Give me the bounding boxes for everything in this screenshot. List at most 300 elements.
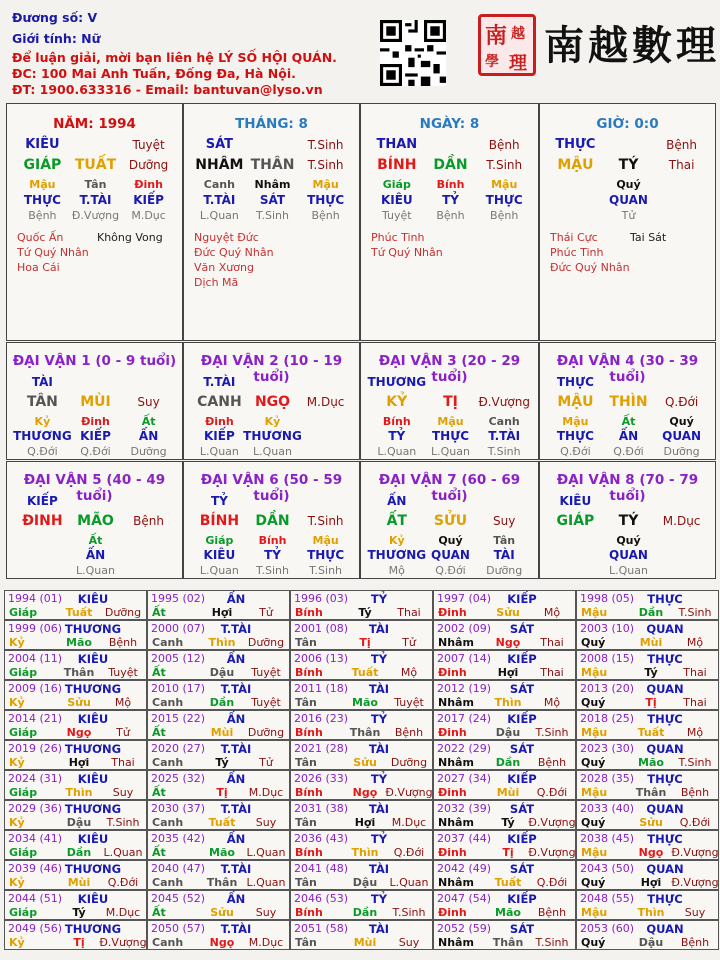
year-star: QUAN <box>646 682 684 696</box>
year-branch: Ngọ <box>209 936 235 949</box>
dai-van-branch: MÙI <box>80 394 111 410</box>
hidden-stage: L.Quan <box>199 564 239 577</box>
year-cell <box>433 590 576 620</box>
hidden-star: THỰC <box>556 429 594 443</box>
hidden-star: QUAN <box>662 429 702 443</box>
dai-van-title: ĐẠI VẬN 3 (20 - 29 tuổi) <box>378 353 521 385</box>
hidden-stage: Bệnh <box>28 209 57 222</box>
year-label: 2007 (14) <box>437 652 492 665</box>
hidden-stem: Ất <box>621 415 636 428</box>
year-branch: Mão <box>66 636 92 649</box>
year-stage: L.Quan <box>246 876 286 889</box>
year-stage: T.Sinh <box>535 726 569 739</box>
shensha-item: Tứ Quý Nhân <box>371 246 443 259</box>
year-star: TỶ <box>370 832 388 846</box>
year-star: THỰC <box>647 832 683 846</box>
year-star: THỰC <box>647 652 683 666</box>
year-star: T.TÀI <box>220 682 252 696</box>
dai-van-stage: T.Sinh <box>307 514 344 528</box>
year-cell <box>4 650 147 680</box>
year-branch: Thân <box>492 936 524 949</box>
year-stage: Đ.Vượng <box>385 786 433 799</box>
hidden-stage: L.Quan <box>199 209 239 222</box>
year-label: 2053 (60) <box>580 922 635 935</box>
year-cell <box>290 740 433 770</box>
year-star: TÀI <box>368 862 390 876</box>
year-star: KIÊU <box>77 832 109 846</box>
year-star: THỰC <box>647 592 683 606</box>
year-cell <box>290 860 433 890</box>
hidden-stage: Q.Đới <box>435 564 466 577</box>
year-cell <box>576 830 719 860</box>
dai-van-title: ĐẠI VẬN 6 (50 - 59 tuổi) <box>200 472 343 504</box>
year-stage: M.Dục <box>248 936 284 949</box>
year-branch: Dần <box>638 606 664 619</box>
hidden-star: THỰC <box>307 548 345 562</box>
year-stage: Tuyệt <box>251 666 281 679</box>
hidden-stem: Mậu <box>491 178 518 191</box>
year-stage: L.Quan <box>246 846 286 859</box>
hidden-stage: Bệnh <box>436 209 465 222</box>
dai-van-star: KIẾP <box>27 494 58 508</box>
year-cell <box>147 590 290 620</box>
year-star: TỶ <box>370 772 388 786</box>
pillar-title: THÁNG: 8 <box>235 116 308 132</box>
year-stage: Bệnh <box>108 636 138 649</box>
year-star: KIẾP <box>507 832 537 846</box>
year-branch: Hợi <box>211 606 233 619</box>
year-stage: Mộ <box>400 666 418 679</box>
year-branch: Mão <box>352 696 378 709</box>
year-stem: Đinh <box>438 786 467 799</box>
year-label: 2052 (59) <box>437 922 492 935</box>
year-stage: Bệnh <box>537 756 567 769</box>
year-label: 2027 (34) <box>437 772 492 785</box>
hidden-star: THỰC <box>431 429 470 443</box>
dai-van-branch: DẦN <box>255 513 290 529</box>
year-cell <box>290 920 433 950</box>
hidden-star: T.TÀI <box>488 429 521 443</box>
year-cell <box>433 770 576 800</box>
year-star: TÀI <box>368 922 390 936</box>
year-branch: Mão <box>638 756 664 769</box>
year-cell <box>4 590 147 620</box>
brand-title: 南越數理 <box>544 22 720 69</box>
hidden-stage: T.Sinh <box>487 445 521 458</box>
year-label: 2013 (20) <box>580 682 635 695</box>
year-star: QUAN <box>646 922 684 936</box>
pillar-stem-star: THỰC <box>555 137 596 152</box>
hidden-star: TỶ <box>442 193 459 207</box>
hidden-stage: T.Sinh <box>256 564 289 577</box>
shensha-item: Không Vong <box>97 231 163 244</box>
year-label: 2011 (18) <box>294 682 349 695</box>
year-cell <box>433 620 576 650</box>
year-label: 2018 (25) <box>580 712 635 725</box>
year-stem: Ất <box>152 786 166 799</box>
year-stem: Quý <box>581 636 606 649</box>
shensha-item: Phúc Tinh <box>371 231 425 244</box>
year-star: ẤN <box>226 652 246 666</box>
pillar-stem: GIÁP <box>23 157 62 173</box>
year-stage: T.Sinh <box>392 906 426 919</box>
year-label: 2045 (52) <box>151 892 206 905</box>
pillar-title: GIỜ: 0:0 <box>596 116 659 132</box>
year-branch: Dậu <box>352 876 378 889</box>
year-star: TỶ <box>370 592 388 606</box>
year-cell <box>433 830 576 860</box>
year-star: QUAN <box>646 802 684 816</box>
shensha-item: Dịch Mã <box>194 276 239 289</box>
year-stem: Tân <box>295 696 317 709</box>
year-cell <box>4 740 147 770</box>
year-star: THƯƠNG <box>64 682 122 696</box>
year-stage: Thai <box>683 696 707 709</box>
year-stage: Mộ <box>543 696 561 709</box>
pillar-branch-stage: T.Sinh <box>307 158 344 172</box>
hidden-stage: Mộ <box>388 564 405 577</box>
year-stage: Tuyệt <box>251 696 281 709</box>
year-stage: Q.Đới <box>536 876 568 889</box>
year-stem: Canh <box>152 636 184 649</box>
year-star: KIÊU <box>77 652 109 666</box>
hidden-star: THƯƠNG <box>13 429 72 443</box>
hidden-stem: Đinh <box>205 415 234 428</box>
year-label: 2047 (54) <box>437 892 492 905</box>
year-stem: Kỷ <box>9 636 25 649</box>
year-stem: Canh <box>152 816 184 829</box>
hidden-star: THỰC <box>23 193 61 207</box>
hidden-stem: Bính <box>436 178 465 191</box>
year-stem: Kỷ <box>9 816 25 829</box>
dai-van-star: THỰC <box>556 375 594 389</box>
year-star: T.TÀI <box>220 922 252 936</box>
year-label: 2024 (31) <box>8 772 63 785</box>
year-stage: Tuyệt <box>108 666 138 679</box>
year-stem: Đinh <box>438 846 467 859</box>
year-branch: Tị <box>216 786 228 799</box>
hidden-star: TỶ <box>388 429 406 443</box>
year-cell <box>4 800 147 830</box>
dai-van-panel <box>360 342 539 460</box>
year-star: KIÊU <box>77 712 109 726</box>
year-star: KIÊU <box>77 892 109 906</box>
year-stem: Giáp <box>9 906 38 919</box>
dai-van-title: ĐẠI VẬN 8 (70 - 79 tuổi) <box>556 472 699 504</box>
dai-van-stem: ĐINH <box>22 513 63 529</box>
pillar-branch: TUẤT <box>74 157 117 173</box>
year-stage: Thai <box>111 756 135 769</box>
hidden-star: KIÊU <box>203 548 236 562</box>
hidden-stage: L.Quan <box>253 445 292 458</box>
year-label: 2037 (44) <box>437 832 492 845</box>
hidden-star: T.TÀI <box>79 193 112 207</box>
dai-van-star: KIÊU <box>559 494 592 508</box>
year-star: ẤN <box>226 832 246 846</box>
dai-van-stage: Suy <box>493 514 516 528</box>
year-cell <box>4 770 147 800</box>
year-stem: Canh <box>152 756 184 769</box>
pillar-branch-stage: Thai <box>668 158 695 172</box>
year-star: T.TÀI <box>220 862 252 876</box>
year-stem: Mậu <box>581 906 608 919</box>
year-stem: Tân <box>295 876 317 889</box>
dai-van-panel <box>6 342 183 460</box>
year-stage: Thai <box>540 666 564 679</box>
year-label: 2029 (36) <box>8 802 63 815</box>
year-stage: Suy <box>255 816 277 829</box>
dai-van-stage: M.Dục <box>662 514 701 528</box>
hidden-star: KIẾP <box>204 429 235 443</box>
year-cell <box>290 650 433 680</box>
hidden-stem: Mậu <box>312 534 339 547</box>
year-cell <box>576 740 719 770</box>
year-stem: Ất <box>152 726 166 739</box>
year-label: 2000 (07) <box>151 622 206 635</box>
year-cell <box>4 920 147 950</box>
hidden-stage: Bệnh <box>311 209 340 222</box>
dai-van-star: T.TÀI <box>203 375 236 389</box>
year-label: 2015 (22) <box>151 712 206 725</box>
hidden-stage: T.Sinh <box>309 564 343 577</box>
hidden-stage: Q.Đới <box>27 445 58 458</box>
pillar-branch-stage: Dưỡng <box>128 158 169 172</box>
year-label: 1998 (05) <box>580 592 635 605</box>
year-cell <box>147 620 290 650</box>
year-branch: Dần <box>495 756 521 769</box>
year-label: 2020 (27) <box>151 742 206 755</box>
hidden-star: SÁT <box>259 193 286 207</box>
year-stage: T.Sinh <box>678 606 712 619</box>
shensha-item: Phúc Tinh <box>550 246 604 259</box>
hidden-stage: Đ.Vượng <box>71 209 120 222</box>
year-cell <box>290 770 433 800</box>
hidden-star: THỰC <box>485 193 523 207</box>
year-stem: Giáp <box>9 786 38 799</box>
year-stage: Mộ <box>686 726 704 739</box>
dai-van-star: ẤN <box>387 494 407 508</box>
hidden-stage: Tuyệt <box>381 209 412 222</box>
year-stage: Đ.Vượng <box>671 846 719 859</box>
year-label: 2002 (09) <box>437 622 492 635</box>
pillar-stem-star: SÁT <box>205 137 234 152</box>
year-stem: Nhâm <box>438 696 474 709</box>
year-label: 2032 (39) <box>437 802 492 815</box>
hidden-star: THƯƠNG <box>367 548 427 562</box>
subject-gender: Giới tính: Nữ <box>12 31 101 46</box>
year-label: 1995 (02) <box>151 592 206 605</box>
year-stem: Bính <box>295 606 323 619</box>
year-cell <box>4 710 147 740</box>
shensha-item: Hoa Cái <box>17 261 60 274</box>
year-stem: Giáp <box>9 846 38 859</box>
year-branch: Mão <box>209 846 235 859</box>
hidden-stem: Đinh <box>134 178 163 191</box>
year-cell <box>433 860 576 890</box>
hidden-star: QUAN <box>431 548 470 562</box>
pillar-stage: Bệnh <box>488 138 520 152</box>
hidden-stem: Bính <box>382 415 411 428</box>
year-stage: Dưỡng <box>104 606 142 619</box>
year-branch: Tuất <box>351 666 379 679</box>
year-label: 2008 (15) <box>580 652 635 665</box>
year-cell <box>433 710 576 740</box>
hidden-star: ẤN <box>85 548 106 562</box>
year-cell <box>576 590 719 620</box>
year-label: 2034 (41) <box>8 832 63 845</box>
year-branch: Tuất <box>637 726 665 739</box>
year-stem: Kỷ <box>9 756 25 769</box>
year-branch: Sửu <box>496 606 520 619</box>
year-cell <box>290 800 433 830</box>
year-stem: Ất <box>152 846 166 859</box>
year-cell <box>4 620 147 650</box>
year-stage: Thai <box>397 606 421 619</box>
year-label: 2004 (11) <box>8 652 63 665</box>
dai-van-stage: Suy <box>137 395 160 409</box>
dai-van-title: ĐẠI VẬN 7 (60 - 69 tuổi) <box>378 472 521 504</box>
dai-van-branch: TỊ <box>443 394 458 410</box>
shensha-item: Nguyệt Đức <box>194 231 259 244</box>
pillar-title: NĂM: 1994 <box>53 116 136 132</box>
year-star: QUAN <box>646 862 684 876</box>
hidden-star: KIẾP <box>80 429 111 443</box>
year-branch: Dậu <box>66 816 92 829</box>
year-star: TỶ <box>370 712 388 726</box>
year-stem: Kỷ <box>9 876 25 889</box>
year-star: ẤN <box>226 772 246 786</box>
year-cell <box>147 770 290 800</box>
year-label: 1999 (06) <box>8 622 63 635</box>
year-stage: Dưỡng <box>247 636 285 649</box>
year-star: TÀI <box>368 622 390 636</box>
year-star: QUAN <box>646 742 684 756</box>
year-stem: Canh <box>152 936 184 949</box>
year-stage: M.Dục <box>248 786 284 799</box>
year-branch: Thân <box>63 666 95 679</box>
year-branch: Ngọ <box>66 726 92 739</box>
dai-van-panel <box>6 461 183 579</box>
hidden-stem: Mậu <box>562 415 589 428</box>
pillar-branch: TÝ <box>618 157 639 173</box>
year-star: KIẾP <box>507 652 537 666</box>
hidden-stage: L.Quan <box>377 445 417 458</box>
year-label: 2016 (23) <box>294 712 349 725</box>
year-branch: Thìn <box>494 696 522 709</box>
hidden-stage: T.Sinh <box>256 209 289 222</box>
year-stage: L.Quan <box>103 846 143 859</box>
hidden-stage: L.Quan <box>199 445 239 458</box>
year-label: 2003 (10) <box>580 622 635 635</box>
hidden-stem: Kỷ <box>264 415 281 428</box>
year-star: TỶ <box>370 892 388 906</box>
dai-van-panel <box>183 342 360 460</box>
dai-van-stem: CANH <box>197 394 242 410</box>
year-label: 2001 (08) <box>294 622 349 635</box>
dai-van-panel <box>183 461 360 579</box>
year-branch: Hợi <box>497 666 519 679</box>
shensha-item: Quốc Ấn <box>17 231 64 244</box>
year-stage: Dưỡng <box>247 726 285 739</box>
year-cell <box>576 710 719 740</box>
year-label: 2019 (26) <box>8 742 63 755</box>
year-branch: Mùi <box>353 936 377 949</box>
year-stem: Tân <box>295 756 317 769</box>
year-label: 2050 (57) <box>151 922 206 935</box>
year-star: ẤN <box>226 892 246 906</box>
year-stem: Quý <box>581 816 606 829</box>
year-label: 2022 (29) <box>437 742 492 755</box>
year-star: SÁT <box>509 682 535 696</box>
year-star: THƯƠNG <box>64 862 122 876</box>
pillar-stem: BÍNH <box>377 157 417 173</box>
year-stem: Nhâm <box>438 936 474 949</box>
hidden-stem: Kỷ <box>34 415 51 428</box>
pillar-stage: T.Sinh <box>307 138 344 152</box>
year-stage: Suy <box>684 906 706 919</box>
year-stage: Tử <box>259 756 273 769</box>
year-star: SÁT <box>509 622 535 636</box>
dai-van-title: ĐẠI VẬN 5 (40 - 49 tuổi) <box>23 472 166 504</box>
pillar-branch: DẦN <box>433 157 468 173</box>
hidden-star: QUAN <box>609 548 648 562</box>
year-branch: Ngọ <box>638 846 664 859</box>
hidden-stage: Bệnh <box>490 209 519 222</box>
year-cell <box>290 830 433 860</box>
year-stem: Đinh <box>438 606 467 619</box>
hidden-star: TỶ <box>264 548 281 562</box>
dai-van-title: ĐẠI VẬN 1 (0 - 9 tuổi) <box>12 353 177 369</box>
year-star: KIÊU <box>77 592 109 606</box>
year-branch: Thân <box>635 786 667 799</box>
year-label: 2014 (21) <box>8 712 63 725</box>
year-stage: Thai <box>540 636 564 649</box>
year-star: TÀI <box>368 742 390 756</box>
hidden-stem: Mậu <box>312 178 339 191</box>
year-cell <box>576 920 719 950</box>
year-stage: Q.Đới <box>107 876 139 889</box>
year-branch: Thìn <box>351 846 379 859</box>
year-stem: Đinh <box>438 726 467 739</box>
seal-logo: 南 越 學 理 <box>478 14 536 76</box>
year-stage: M.Dục <box>105 906 141 919</box>
hidden-stem: Mậu <box>29 178 56 191</box>
shensha-item: Văn Xương <box>194 261 254 274</box>
year-star: THỰC <box>647 712 683 726</box>
year-star: THỰC <box>647 892 683 906</box>
year-star: TỶ <box>370 652 388 666</box>
year-branch: Tý <box>358 606 372 619</box>
year-star: THƯƠNG <box>64 742 122 756</box>
year-star: TÀI <box>368 802 390 816</box>
year-branch: Tý <box>72 906 86 919</box>
hidden-star: ẤN <box>138 429 159 443</box>
year-stem: Kỷ <box>9 696 25 709</box>
year-star: SÁT <box>509 802 535 816</box>
dai-van-star: TÀI <box>31 375 53 389</box>
shensha-item: Tai Sát <box>630 231 667 244</box>
year-branch: Mùi <box>639 636 663 649</box>
year-stem: Bính <box>295 846 323 859</box>
hidden-stage: Q.Đới <box>613 445 644 458</box>
year-stage: Bệnh <box>537 906 567 919</box>
year-cell <box>4 890 147 920</box>
hidden-star: QUAN <box>609 193 648 207</box>
year-stage: Mộ <box>114 696 132 709</box>
year-stem: Đinh <box>438 666 467 679</box>
year-cell <box>4 830 147 860</box>
year-label: 2042 (49) <box>437 862 492 875</box>
